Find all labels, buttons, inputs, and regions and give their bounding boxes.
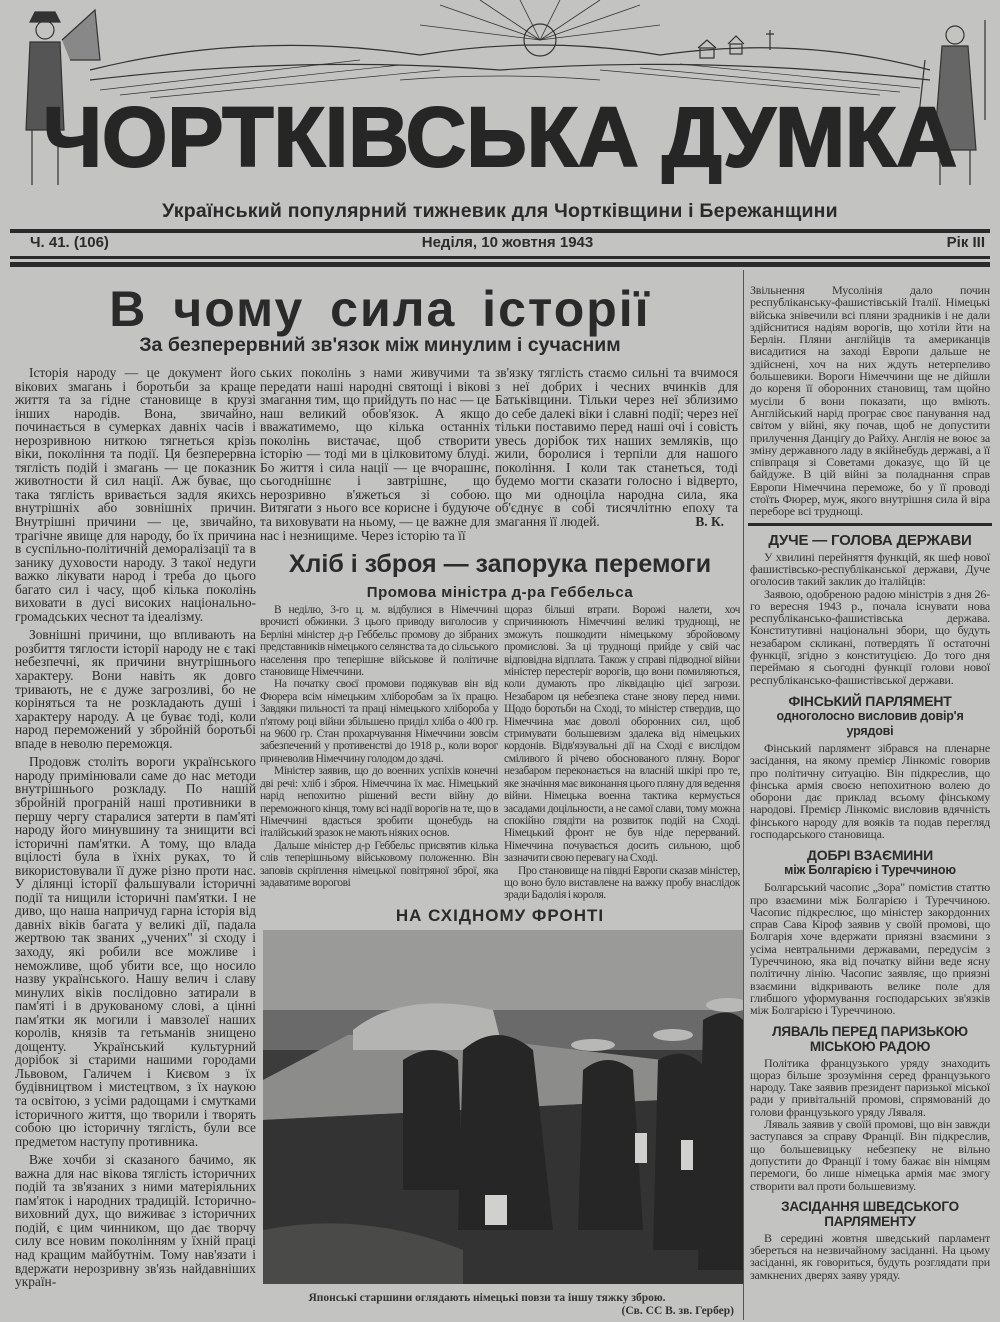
bulgaria-subheadline: між Болгарією і Туреччиною <box>784 863 956 878</box>
divider <box>10 229 990 233</box>
article1-headline: В чому сила історії <box>109 281 651 337</box>
bulgaria-article <box>750 847 990 1016</box>
paragraph: Зовнішні причини, що впливають на розбиття тяглости історії народу не є такі небезпечні, як причини внутрішнього характеру. Вони навіть як довго тривають, не є дуже загрозливі, бо не коріняться та не розкладають душі і характеру народу. А це буває тоді, коли народ переможений у збройній боротьбі впаде в неволю переможця. <box>15 627 256 751</box>
paragraph: Фінський парлямент зібрався на пленарне засідання, на якому премієр Лінкоміс говорив про політичну ситуацію. Він підкреслив, що фінська армія своєю непохитною волею до оборони дає приклад всьому фінському народові. Премієр Лінкоміс висловив вдячність фінського народу для вояків та подав перегляд господарського становища. <box>750 740 990 841</box>
column-divider <box>743 270 744 1320</box>
paragraph: Про становище на півдні Европи сказав міністер, що воно було виставлене на важку пробу внаслідок зради Бадолія і короля. <box>504 864 740 902</box>
paragraph: ських поколінь з нами живучими та передати наші народні святощі і вікові змагання тим, що прийдуть по нас — це наш великий обов'язок. А якщо вважатимемо, що кілька останніх поколінь вистачає, щоб створити історію — тоді ми в цілковитому блуді. Бо життя і сила нації — це вчорашнє, сьогоднішнє і завтрішнє, що нерозривно в'яжеться зі собою. Витягати з нього все корисне і будуюче та виховувати на ньому, — це важне для нас і незнищиме. Через історію та її <box>260 366 490 542</box>
paragraph: Політика французького уряду знаходить щораз більше зрозуміння серед французького народу. Таке заявив президент паризької міської ради у привітальній промові, спрямованій до голови французького уряду Ляваля. <box>750 1055 990 1119</box>
finland-article <box>750 693 990 840</box>
finland-headline: ФІНСЬКИЙ ПАРЛЯМЕНТ <box>788 692 952 709</box>
paragraph: Міністер заявив, що до военних успіхів конечні дві речі: хліб і зброя. Німеччина їх має. Німецький нарід непохитно рішений вести війну до переможного кінця, тому всі надії ворогів на те, що в Німеччині вдасться зробити щонебудь на італійський зразок не мають ніяких основ. <box>260 765 498 840</box>
right-column <box>750 284 990 1281</box>
paragraph: зв'язку тяглість стаємо сильні та вчимося з неї добрих і чесних вчинків для Батьківщини. Тільки через неї зблизимо до себе далекі віки і славні події; через неї тільки поставимо перед наші очі і совість увесь дорібок тих наших земляків, що жили, боролися і терпіли для нашого покоління. І коли так станеться, тоді будемо могти сказати голосно і відверто, що ми одноціла народна сила, яка об'єднує в собі тисячлітню епоху та змагання її людей. <box>495 366 738 530</box>
sweden-article <box>750 1199 990 1281</box>
paragraph: щораз більші втрати. Ворожі налети, хоч спричинюють Німеччині великі труднощі, не зможуть пошкодити німецькому збройовому промислові. За ці труднощі прийде у свій час відповідна відплата. Також у справі підводної війни міністер перестеріг ворогів, що вони помиляються, коли думають про ліквідацію цієї загрози. Незабаром ця небезпека стане знову перед ними. Щодо боротьби на Сході, то міністер ствердив, що Німеччина має доволі оборонних сил, щоб стримувати большевизм здалека від німецьких кордонів. Відв'язувальні дії на Сході є вислідом сміливого й річево обоснованого пляну. Ворог незабаром переконається на власній шкірі про те, яке значіння має виконання цього пляну для ведення війни. Німецька военна тактика кермується засадами доцільности, а не самої слави, тому можна спокійно глядіти на розвиток подій на Сході. Німецький фронт не був ніде перерваний. Німеччина почувається досить сильною, щоб зазначити свою перевагу на Сході. <box>504 604 740 865</box>
paragraph: В неділю, 3-го ц. м. відбулися в Німеччині врочисті обжинки. З цього приводу виголосив у Берліні міністер д-р Геббельс промову до зібраних представників німецького селянства та до сільського населення про теперішне військове й політичне становище Німеччини. <box>260 604 498 679</box>
newspaper-subtitle: Український популярний тижневик для Чортківщини і Бережанщини <box>162 200 838 222</box>
sweden-headline: ЗАСІДАННЯ ШВЕДСЬКОГО ПАРЛЯМЕНТУ <box>781 1198 959 1229</box>
article1-column1 <box>15 366 256 1322</box>
paragraph: На початку своєї промови подякував він від Фюрера всім німецьким хліборобам за їх працю. Завдяки пильності та праці німецького хлібороба у п'ятому році війни збільшено приділ хліба о 400 гр. на 9600 гр. Стан прохарчування Німеччини зовсім забезпечений у противенстві до 1918 р., коли ворог приневолив Німеччину голодом до здачі. <box>260 678 498 765</box>
laval-article <box>750 1024 990 1192</box>
paragraph: Історія народу — це документ його вікових змагань і боротьби за краще життя та за гідне становище в крузі інших народів. Вона, звичайно, починається в сумерках давніх часів і нерозривною ниткою тягнеться крізь віки, покоління та події. Ця безперервна тяглість подій і змагань — це показник животности й сил нації. Аж буває, що така тяглість вривається задля якихсь внутрішніх або зовнішніх причин. Внутрішні причини — це, звичайно, трагічне явище для народу, бо їх причина в суспільно-політичній деморалізації та в занику духовости народу. З такої недуги важко лікувати народ і треба до цього багато сил і часу, щоб кілька поколінь виховати в дусі високих національно-громадських чеснот та ідеалізму. <box>15 366 256 624</box>
newspaper-title: ЧОРТКІВСЬКА ДУМКА <box>43 90 957 184</box>
news-photo <box>263 930 743 1284</box>
right-intro <box>750 284 990 518</box>
issue-year: Рік III <box>946 234 985 251</box>
duce-headline: ДУЧЕ — ГОЛОВА ДЕРЖАВИ <box>768 531 972 549</box>
article2-column2 <box>504 604 740 902</box>
article2-column1 <box>260 604 498 889</box>
divider <box>10 262 990 267</box>
paragraph: Вже хочби зі сказаного бачимо, як важна для нас вікова тяглість історичних подій та зв'язаних з ними матеріяльних пам'яток і народних традицій. Історично-виховний дух, що виживає з історичних подій, є цим чинником, що дає творчу силу все новим поколінням у їхній праці над кращим майбутнім. Тому нав'язати і вдержати нерозривну зв'язь найдавніших україн- <box>15 1152 256 1290</box>
photo-caption-text: Японські старшини оглядають німецькі повзи та іншу тяжку зброю. <box>308 1292 666 1304</box>
photo-heading: НА СХІДНОМУ ФРОНТІ <box>395 906 605 925</box>
article1-subheadline: За безперервний зв'язок між минулим і сучасним <box>139 334 621 356</box>
divider <box>10 256 990 259</box>
photo-caption <box>262 1292 742 1318</box>
paragraph: Заявою, одобреною радою міністрів з дня 26-го вересня 1943 р., почала існувати нова республіканськo-фашистівська держава. Конститутивні національні збори, що будуть незабаром скликані, потвердять її остаточні функції, згідно з конституцією. До того дня переймаю я сьогодні функції голови нової республіканськo-фашистівської держави. <box>750 586 990 687</box>
divider <box>748 523 992 526</box>
article2-subheadline: Промова міністра д-ра Геббельса <box>366 584 634 601</box>
paragraph: У хвилині перейняття функцій, як шеф нової фашистівсько-республіканської держави, Дуче оголосив такий заклик до італійців: <box>750 549 990 589</box>
article2-headline: Хліб і зброя — запорука перемоги <box>288 550 712 578</box>
article1-signature: В. К. <box>695 514 724 530</box>
finland-subheadline: одноголосно висловив довір'я урядові <box>776 708 964 738</box>
issue-date: Неділя, 10 жовтня 1943 <box>421 234 594 251</box>
article1-column3 <box>495 366 738 542</box>
paragraph: Ляваль заявив у своїй промові, що він завжди заступався за справу Франції. Він підкреслив, що большевицьку небезпеку не вільно допустити до Франції і тому бажає він німцям перемоги, бо лише німецька армія має змогу створити вал проти большевизму. <box>750 1117 990 1193</box>
paragraph: Болгарський часопис „Зора" помістив статтю про взаємини між Болгарією і Туреччиною. Часопис підкреслює, що міністер закордонних справ Сава Кіроф заявив у своїй промові, що Болгарія хоче вдержати приязні взаємини з усіма невтральними державами, передусім з Туреччиною, яка від початку війни веде ясну політичну лінію. Часопис заявляє, що приязні взаємини відкривають велике поле для глибшого уформування господарських зв'язків між Болгарією і Туреччиною. <box>750 880 990 1018</box>
duce-article <box>750 532 990 686</box>
article1-column2 <box>260 366 490 542</box>
laval-headline: ЛЯВАЛЬ ПЕРЕД ПАРИЗЬКОЮ МІСЬКОЮ РАДОЮ <box>772 1023 968 1054</box>
paragraph: В середині жовтня шведський парламент збереться на незвичайному засіданні. На цьому засіданні, як говориться, будуть розглядати при замкнених дверях заяву уряду. <box>750 1230 990 1282</box>
photo-credit: (Св. СС В. зв. Гербер) <box>621 1305 734 1317</box>
paragraph: Продовж століть вороги українського народу примінювали саме до нас методи внутрішнього розкладу. По нашій збройній програній наші противники в першу чергу старалися затерти в пам'яті народу його минувшину та знищити всі історичні пам'ятки. А тому, що влада вцілості була в їхніх руках, то й використовували її дуже різно проти нас. У ділянці історії фальшували історичні події та нищили історичні пам'ятки. І не диво, що наша напричуд гарна історія від давніх віків багата у великі дії, падала жертвою так званих „учених" зі сходу і заходу, які робили все можливе і неможливе, щоб убити все, що носило назву українського. Нашу велич і славу минулих віків послідовно затирали в пам'яті і в друкованому слові, а цінні пам'ятки як могили і мавзолеї наших королів, князів та гетьманів знищено дощенту. Український культурний дорібок зі старими нашими городами Львовом, Галичем і Києвом з їх будівництвом і мистецтвом, з їх наукою та освітою, з усіми радощами і смутками історичного життя, що творили і творять собою цю історичну тяглість, були все предметом наступу противника. <box>15 754 256 1149</box>
paragraph: Дальше міністер д-р Геббельс присвятив кілька слів теперішньому військовому положенню. Він заповів скріплення німецької повітряної зброї, яка задаватиме ворогові <box>260 839 498 889</box>
issue-number: Ч. 41. (106) <box>30 234 109 251</box>
paragraph: Звільнення Мусолінія дало почин республіканську-фашистівській Італії. Німецькі війська знівечили всі пляни зрадників і не дали здійснитися надіям ворогів, що хотіли йти на Берлін. Пляни англійців та американців висадитися на заході Европи дальше не здійснені, хоч на них ждуть нетерпеливо большевики. Вороги Німеччини ще не дійшли до кореня її оборонних становищ, там щойно мусіли б вони показати, що вміють. Англійський нарід програє своє панування над світом у війні, яку почав, щоб не допустити прилучення Данціґу до Райху. Англія не воює за зміну державного ладу в якійнебудь державі, а її співпраця зі Советами доказує, що їй це байдуже. В цій війні за поладнання справ Европи Німеччина переможе, бо у її проводі стоїть Фюрер, муж, якого внутрішня сила й віра переборе всі труднощі. <box>750 283 990 519</box>
bulgaria-headline: ДОБРІ ВЗАЄМИНИ <box>807 847 933 864</box>
issue-info <box>30 234 985 256</box>
